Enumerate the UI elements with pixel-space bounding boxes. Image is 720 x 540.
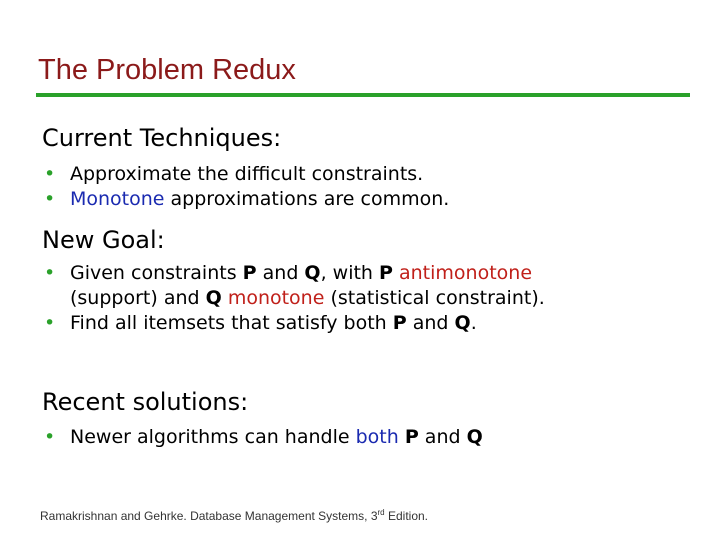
constraint-p: P [392, 312, 407, 334]
footer-citation [40, 508, 428, 523]
bullet-icon: • [44, 312, 56, 334]
constraint-p: P [242, 262, 257, 284]
list-item [42, 261, 545, 311]
bullet-text: and [406, 312, 455, 334]
bullet-icon: • [44, 163, 56, 185]
constraint-q: Q [304, 262, 321, 284]
monotone-term: monotone [227, 287, 325, 309]
bullet-text: , with [320, 262, 380, 284]
monotone-term: Monotone [70, 188, 165, 210]
footer-edition: Edition. [384, 509, 428, 523]
bullet-text: (support) and [70, 287, 206, 309]
bullet-text: Given constraints [70, 262, 243, 284]
constraint-p: P [404, 426, 419, 448]
bullet-text: (statistical constraint). [324, 287, 545, 309]
bullet-text: Newer algorithms can handle [70, 426, 356, 448]
slide-title: The Problem Redux [38, 54, 296, 86]
current-techniques-heading: Current Techniques: [42, 124, 282, 152]
constraint-q: Q [454, 312, 471, 334]
bullet-text: and [418, 426, 467, 448]
new-goal-list [42, 261, 545, 336]
footer-text: Ramakrishnan and Gehrke. Database Management Systems, 3 [40, 509, 378, 523]
list-item [42, 425, 483, 450]
recent-solutions-list [42, 425, 483, 450]
both-term: both [355, 426, 399, 448]
new-goal-heading: New Goal: [42, 226, 165, 254]
current-techniques-list [42, 162, 449, 212]
bullet-text: . [470, 312, 477, 334]
list-item [42, 311, 545, 336]
bullet-text: Approximate the difficult constraints. [70, 163, 424, 185]
footer-superscript: rd [377, 508, 385, 517]
constraint-p: P [379, 262, 393, 284]
bullet-text: Find all itemsets that satisfy both [70, 312, 393, 334]
list-item [42, 187, 449, 212]
bullet-icon: • [44, 426, 56, 448]
constraint-q: Q [466, 426, 483, 448]
list-item [42, 162, 449, 187]
bullet-icon: • [44, 262, 56, 284]
bullet-text: and [256, 262, 305, 284]
recent-solutions-heading: Recent solutions: [42, 388, 249, 416]
title-underline [36, 93, 690, 97]
bullet-text: approximations are common. [164, 188, 450, 210]
antimonotone-term: antimonotone [399, 262, 533, 284]
bullet-icon: • [44, 188, 56, 210]
constraint-q: Q [205, 287, 222, 309]
